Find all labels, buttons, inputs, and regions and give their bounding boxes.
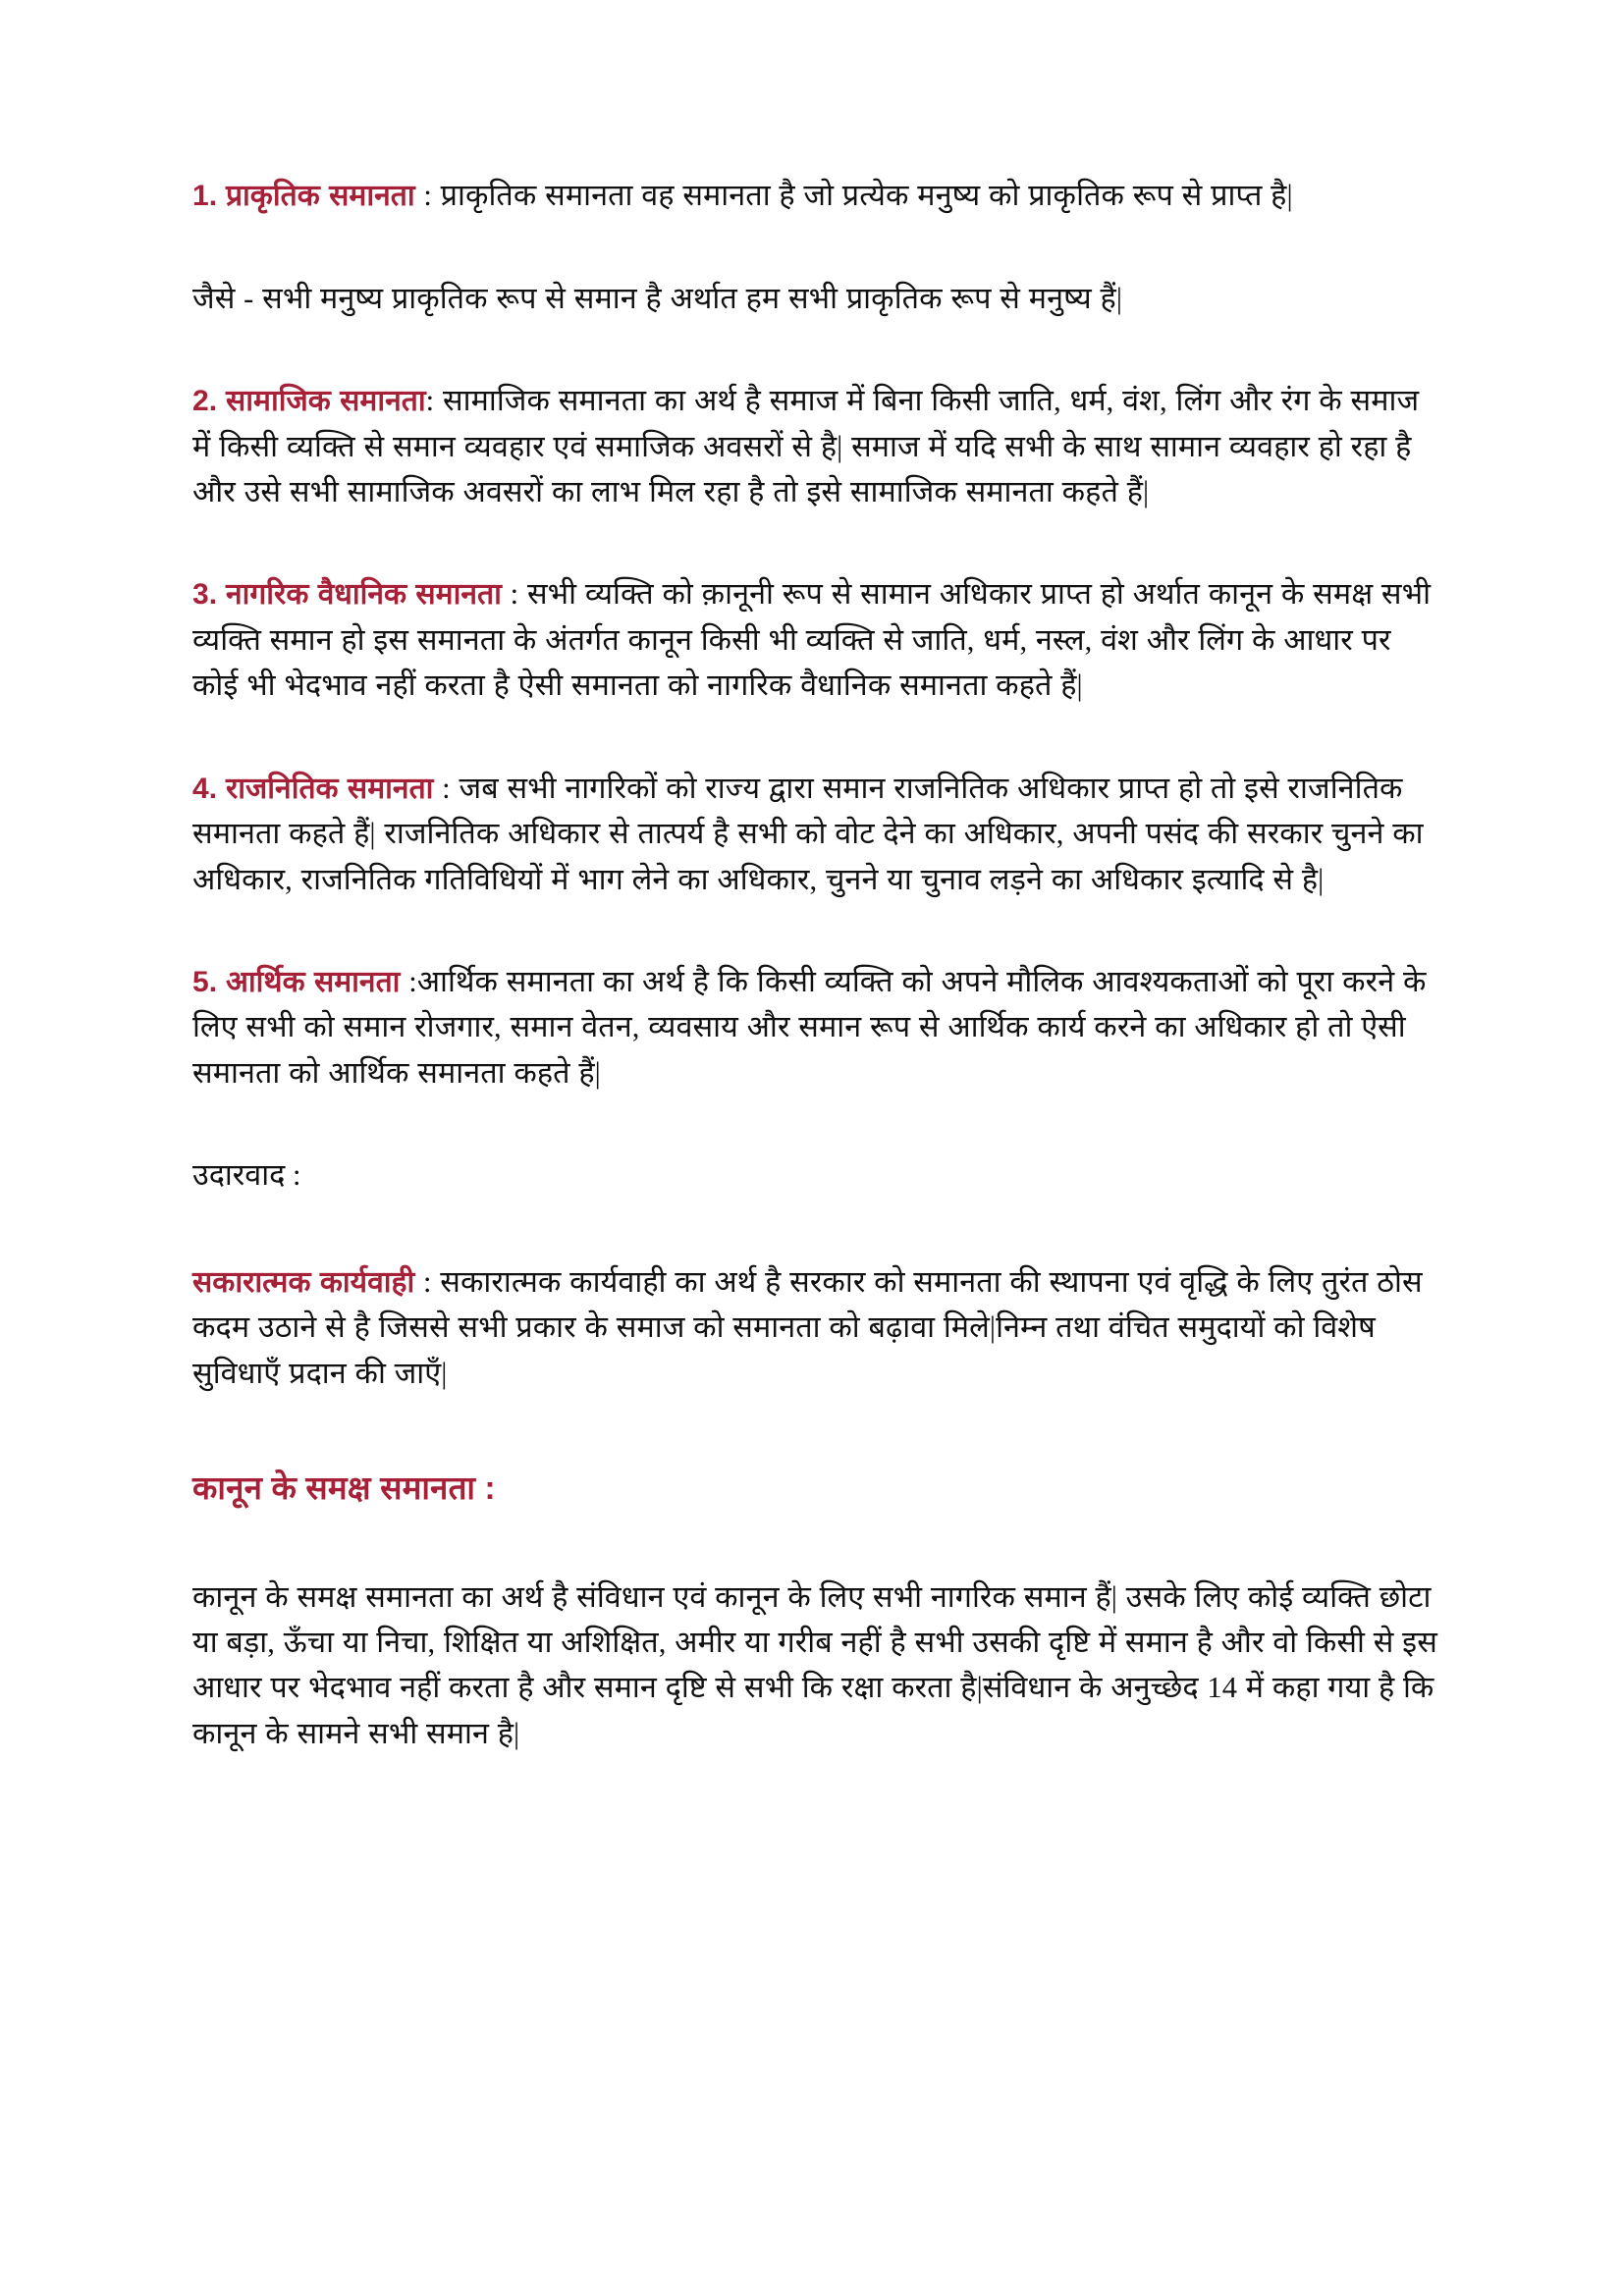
equality-before-law-heading: कानून के समक्ष समानता : bbox=[192, 1468, 496, 1506]
section-heading-5: आर्थिक समानता bbox=[225, 965, 401, 998]
section-number-3: 3. bbox=[192, 578, 218, 612]
section-number-2: 2. bbox=[192, 384, 218, 417]
document-content bbox=[192, 173, 1439, 1756]
section-paragraph-5 bbox=[192, 959, 1439, 1095]
section-separator-2: : bbox=[425, 383, 443, 417]
section-number-4: 4. bbox=[192, 772, 218, 805]
section-paragraph-1 bbox=[192, 173, 1439, 219]
section-heading-4: राजनितिक समानता bbox=[225, 772, 434, 805]
section-heading-3: नागरिक वैधानिक समानता bbox=[225, 578, 502, 612]
affirmative-action-heading: सकारात्मक कार्यवाही bbox=[192, 1265, 415, 1299]
section-separator-5: : bbox=[400, 964, 417, 998]
section-separator-3: : bbox=[501, 577, 527, 612]
section-body-2: सामाजिक समानता का अर्थ है समाज में बिना किसी जाति, धर्म, वंश, लिंग और रंग के समाज में किसी व्यक्ति से समान व्यवहार एवं समाजिक अवसरों से है| समाज में यदि सभी के साथ सामान व्यवहार हो रहा है और उसे सभी सामाजिक अवसरों का लाभ मिल रहा है तो इसे सामाजिक समानता कहते हैं| bbox=[192, 383, 1420, 508]
section-heading-2: सामाजिक समानता bbox=[225, 384, 426, 417]
affirmative-action-separator: : bbox=[414, 1264, 441, 1299]
section-body-5: आर्थिक समानता का अर्थ है कि किसी व्यक्ति को अपने मौलिक आवश्यकताओं को पूरा करने के लिए सभी को समान रोजगार, समान वेतन, व्यवसाय और समान रूप से आर्थिक कार्य करने का अधिकार हो तो ऐसी समानता को आर्थिक समानता कहते हैं| bbox=[192, 964, 1427, 1090]
section-separator-4: : bbox=[433, 771, 460, 805]
section-number-5: 5. bbox=[192, 965, 218, 998]
section-body-4: जब सभी नागरिकों को राज्य द्वारा समान राजनितिक अधिकार प्राप्त हो तो इसे राजनितिक समानता कहते हैं| राजनितिक अधिकार से तात्पर्य है सभी को वोट देने का अधिकार, अपनी पसंद की सरकार चुनने का अधिकार, राजनितिक गतिविधियों में भाग लेने का अधिकार, चुनने या चुनाव लड़ने का अधिकार इत्यादि से है| bbox=[192, 771, 1424, 896]
liberalism-label: उदारवाद : bbox=[192, 1158, 301, 1193]
example-paragraph bbox=[192, 276, 1439, 321]
section-paragraph-3 bbox=[192, 571, 1439, 708]
section-paragraph-4 bbox=[192, 766, 1439, 902]
section-body-3: सभी व्यक्ति को क़ानूनी रूप से सामान अधिकार प्राप्त हो अर्थात कानून के समक्ष सभी व्यक्ति समान हो इस समानता के अंतर्गत कानून किसी भी व्यक्ति से जाति, धर्म, नस्ल, वंश और लिंग के आधार पर कोई भी भेदभाव नहीं करता है ऐसी समानता को नागरिक वैधानिक समानता कहते हैं| bbox=[192, 577, 1432, 703]
affirmative-action-paragraph bbox=[192, 1259, 1439, 1396]
section-heading-1: प्राकृतिक समानता bbox=[225, 180, 415, 212]
equality-before-law-paragraph: कानून के समक्ष समानता का अर्थ है संविधान एवं कानून के लिए सभी नागरिक समान हैं| उसके लिए कोई व्यक्ति छोटा या बड़ा, ऊँचा या निचा, शिक्षित या अशिक्षित, अमीर या गरीब नहीं है सभी उसकी दृष्टि में समान है और वो किसी से इस आधार पर भेदभाव नहीं करता है और समान दृष्टि से सभी कि रक्षा करता है|संविधान के अनुच्छेद 14 में कहा गया है कि कानून के सामने सभी समान है| bbox=[192, 1579, 1437, 1750]
section-body-1: प्राकृतिक समानता वह समानता है जो प्रत्येक मनुष्य को प्राकृतिक रूप से प्राप्त है| bbox=[440, 179, 1293, 212]
example-body: जैसे - सभी मनुष्य प्राकृतिक रूप से समान है अर्थात हम सभी प्राकृतिक रूप से मनुष्य हैं| bbox=[192, 281, 1123, 315]
affirmative-action-body: सकारात्मक कार्यवाही का अर्थ है सरकार को समानता की स्थापना एवं वृद्धि के लिए तुरंत ठोस कदम उठाने से है जिससे सभी प्रकार के समाज को समानता को बढ़ावा मिले|निम्न तथा वंचित समुदायों को विशेष सुविधाएँ प्रदान की जाएँ| bbox=[192, 1264, 1423, 1390]
section-separator-1: : bbox=[414, 179, 441, 212]
section-paragraph-2 bbox=[192, 378, 1439, 514]
section-number-1: 1. bbox=[192, 180, 218, 212]
